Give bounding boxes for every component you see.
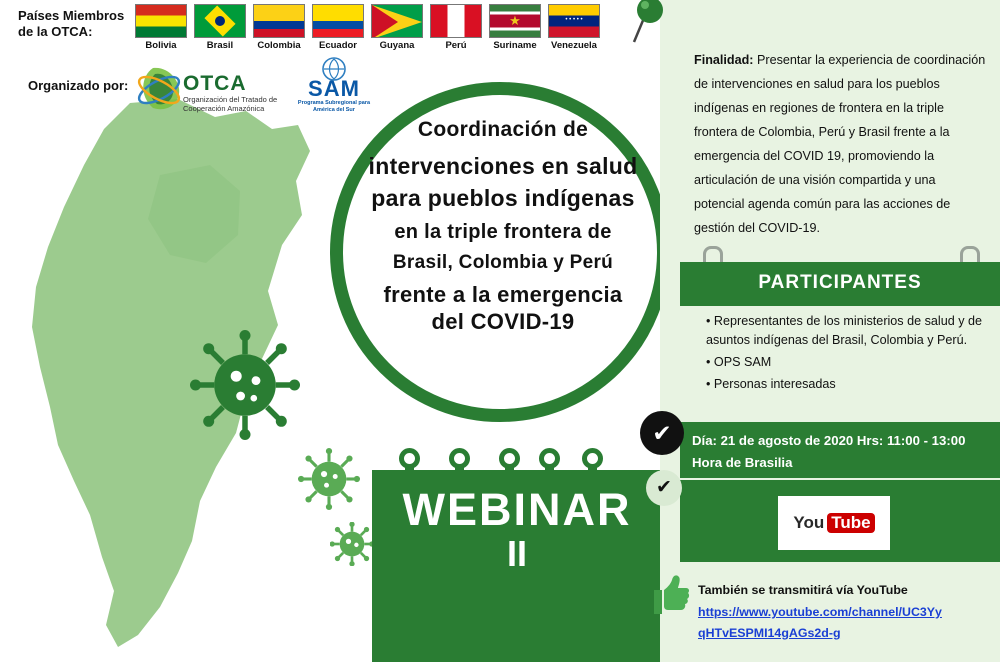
otca-subtitle-text: Organización del Tratado de Cooperación Amazónica <box>183 95 278 113</box>
flag-item-peru <box>430 4 482 51</box>
flag-item-brasil <box>194 4 246 51</box>
map-pin-icon <box>630 0 670 44</box>
flag-guyana-icon <box>371 4 423 38</box>
list-item: • OPS SAM <box>706 355 772 369</box>
otca-subtitle <box>183 95 293 113</box>
flag-label: Venezuela <box>551 40 597 51</box>
coronavirus-icon-medium <box>298 448 360 510</box>
coronavirus-icon-large <box>190 330 300 440</box>
youtube-chip: Tube <box>827 513 874 533</box>
poster-title <box>338 118 660 335</box>
flag-label: Brasil <box>206 40 234 51</box>
flag-item-suriname <box>489 4 541 51</box>
flag-item-ecuador <box>312 4 364 51</box>
flag-item-colombia <box>253 4 305 51</box>
participants-heading: PARTICIPANTES <box>758 272 922 293</box>
title-line-7: del COVID-19 <box>431 309 575 335</box>
member-countries-label <box>18 8 148 40</box>
otca-title: OTCA <box>183 72 247 95</box>
flag-ecuador-icon <box>312 4 364 38</box>
check-dark-icon: ✔ <box>640 411 684 455</box>
member-countries-label-line2: de la OTCA: <box>18 24 93 39</box>
sam-logo-mark <box>314 56 354 82</box>
webinar-label: WEBINAR <box>402 484 632 535</box>
flag-peru-icon <box>430 4 482 38</box>
title-line-2: intervenciones en salud <box>368 152 638 179</box>
schedule-line-1: Día: 21 de agosto de 2020 Hrs: 11:00 - 13:00 <box>692 433 966 448</box>
flag-colombia-icon <box>253 4 305 38</box>
youtube-logo[interactable] <box>778 496 890 550</box>
broadcast-note: También se transmitirá vía YouTube <box>698 583 908 597</box>
purpose-text <box>694 48 986 240</box>
purpose-label: Finalidad: <box>694 53 754 67</box>
list-item: • Personas interesadas <box>706 377 836 391</box>
title-line-1: Coordinación de <box>417 118 589 141</box>
flag-label: Bolivia <box>145 40 177 51</box>
youtube-word: You <box>793 513 825 532</box>
flag-suriname-icon <box>489 4 541 38</box>
participants-list <box>706 312 994 397</box>
schedule-text <box>692 430 1000 474</box>
list-item: • Representantes de los ministerios de salud y de asuntos indígenas del Brasil, Colombia y Perú. <box>706 314 983 347</box>
youtube-channel-link[interactable] <box>698 602 998 644</box>
sam-logo <box>288 60 380 118</box>
title-line-4: en la triple frontera de <box>394 221 612 244</box>
check-light-icon: ✔ <box>646 470 682 506</box>
title-line-6: frente a la emergencia <box>383 281 623 307</box>
flag-bolivia-icon <box>135 4 187 38</box>
youtube-badge <box>793 513 874 533</box>
sam-subtitle: Programa Subregional para América del Sur <box>297 100 371 113</box>
flag-item-bolivia <box>135 4 187 51</box>
sam-title: SAM <box>308 76 360 101</box>
flags-row <box>135 4 600 51</box>
flag-label: Ecuador <box>318 40 357 51</box>
webinar-number: II <box>506 533 527 574</box>
organized-by-label: Organizado por: <box>28 78 129 93</box>
youtube-link-line-2: qHTvESPMI14gAGs2d-g <box>698 626 841 640</box>
schedule-line-2: Hora de Brasilia <box>692 455 793 470</box>
flag-item-guyana <box>371 4 423 51</box>
thumbs-up-icon <box>650 572 690 616</box>
title-line-3: para pueblos indígenas <box>371 185 635 212</box>
flag-label: Guyana <box>379 40 415 51</box>
flag-label: Suriname <box>493 40 537 51</box>
flag-brasil-icon <box>194 4 246 38</box>
flag-item-venezuela <box>548 4 600 51</box>
flag-venezuela-icon <box>548 4 600 38</box>
flag-label: Perú <box>445 40 467 51</box>
member-countries-label-line1: Países Miembros <box>18 8 125 23</box>
coronavirus-icon-small <box>330 522 374 566</box>
youtube-link-line-1: https://www.youtube.com/channel/UC3Yy <box>698 605 942 619</box>
purpose-body: Presentar la experiencia de coordinación de intervenciones en salud para los pueblos indígenas en regiones de frontera en la triple frontera de Colombia, Perú y Brasil frente a la emergencia del COVID 19, promoviendo la articulación de una visión compartida y una potencial agenda común para las acciones de gestión del COVID-19. <box>694 53 986 235</box>
title-line-5: Brasil, Colombia y Perú <box>392 252 614 274</box>
flag-label: Colombia <box>257 40 301 51</box>
